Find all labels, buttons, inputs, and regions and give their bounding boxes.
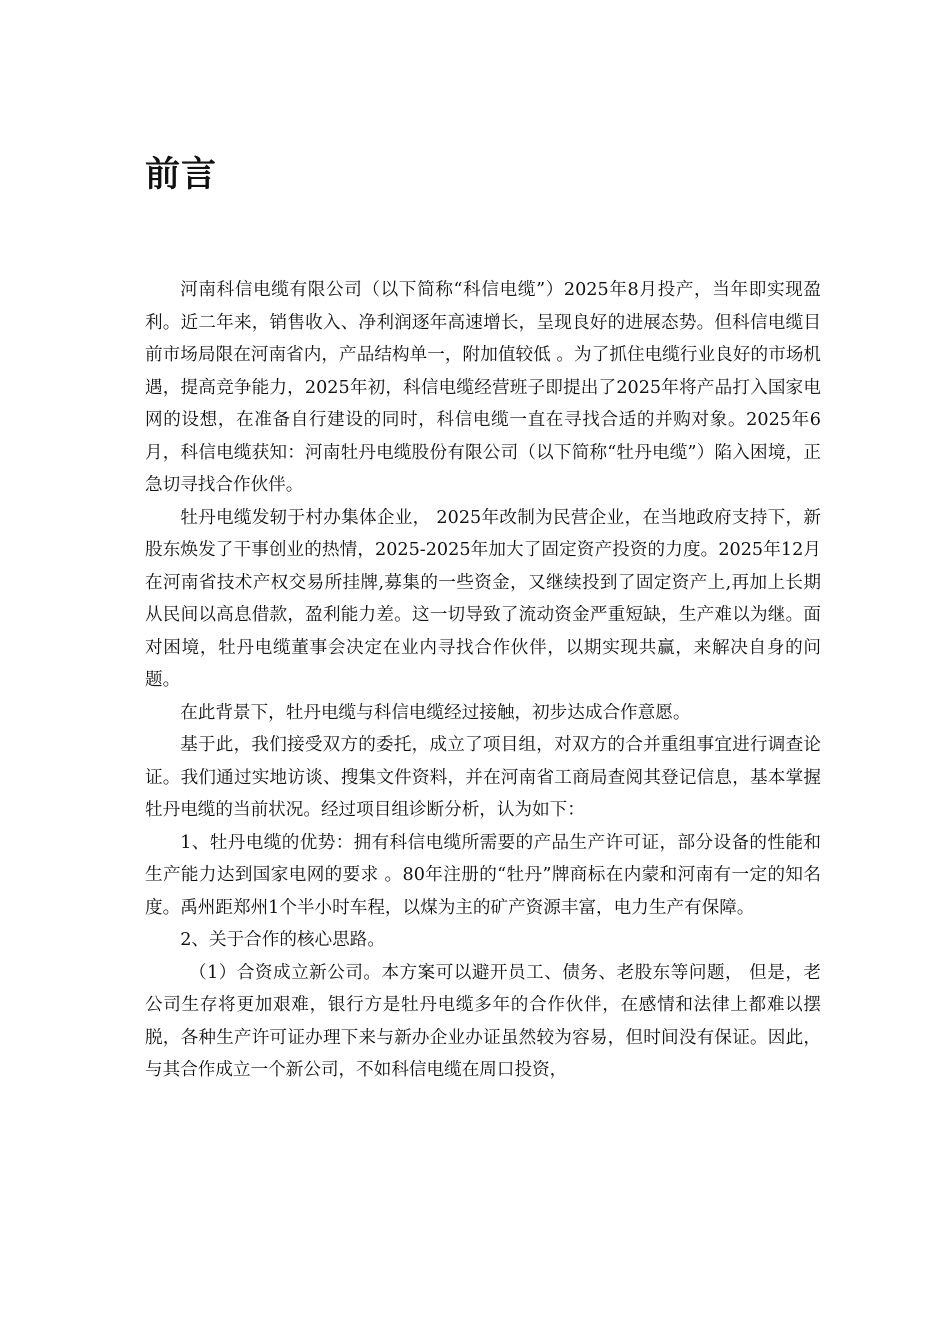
paragraph-core-approach: 2、关于合作的核心思路。 (180, 930, 385, 950)
paragraph-cooperation-intent: 在此背景下，牡丹电缆与科信电缆经过接触，初步达成合作意愿。 (180, 702, 691, 723)
paragraph-company-intro: 河南科信电缆有限公司（以下简称“科信电缆”）2025年8月投产，当年即实现盈利。近二年来，销售收入、净利润逐年高速增长，呈现良好的进展态势。但科信电缆目前市场局限在河南省内，产品结构单一，附加值较低 。为了抓住电缆行业良好的市场机遇，提高竞争能力，2025年初，科信电缆经营班子即提出了2025年将产品打入国家电网的设想，在准备自行建设的同时，科信电缆一直在寻找合适的并购对象。2025年6月，科信电缆获知：河南牡丹电缆股份有限公司（以下简称“牡丹电缆”）陷入困境，正急切寻找合作伙伴。 (145, 280, 821, 495)
paragraph-joint-venture: （1）合资成立新公司。本方案可以避开员工、债务、老股东等问题， 但是，老公司生存将更加艰难，银行方是牡丹电缆多年的合作伙伴，在感情和法律上都难以摆脱，各种生产许可证办理下来与新办企业办证虽然较为容易，但时间没有保证。因此，与其合作成立一个新公司，不如科信电缆在周口投资， (145, 962, 821, 1080)
document-title: 前言 (145, 155, 218, 195)
paragraph-investigation: 基于此，我们接受双方的委托，成立了项目组，对双方的合并重组事宜进行调查论证。我们通过实地访谈、搜集文件资料，并在河南省工商局查阅其登记信息，基本掌握牡丹电缆的当前状况。经过项目组诊断分析，认为如下： (145, 735, 821, 820)
document-body (145, 274, 821, 1087)
paragraph-mudan-background: 牡丹电缆发轫于村办集体企业， 2025年改制为民营企业，在当地政府支持下，新股东焕发了干事创业的热情，2025-2025年加大了固定资产投资的力度。2025年12月在河南省技术产权交易所挂牌,募集的一些资金，又继续投到了固定资产上,再加上长期从民间以高息借款，盈利能力差。这一切导致了流动资金严重短缺，生产难以为继。面对困境，牡丹电缆董事会决定在业内寻找合作伙伴，以期实现共赢，来解决自身的问题。 (145, 507, 821, 690)
paragraph-advantages: 1、牡丹电缆的优势：拥有科信电缆所需要的产品生产许可证，部分设备的性能和生产能力达到国家电网的要求 。80年注册的“牡丹”牌商标在内蒙和河南有一定的知名度。禹州距郑州1个半小时车程，以煤为主的矿产资源丰富，电力生产有保障。 (145, 832, 821, 918)
